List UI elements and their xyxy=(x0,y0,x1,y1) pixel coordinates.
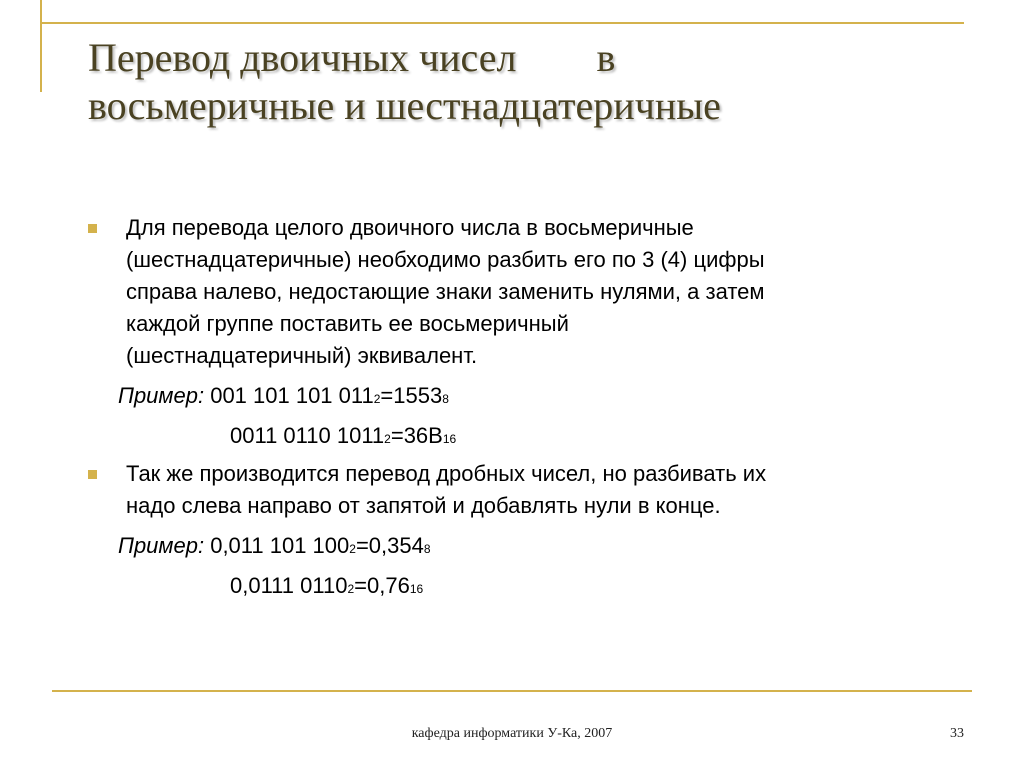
example-binary: 0,0111 0110 xyxy=(230,573,348,598)
example-binary-base: 2 xyxy=(349,542,356,556)
example-integer-octal xyxy=(118,380,449,415)
bullet-fraction-rule xyxy=(126,458,946,522)
title-line-1: Перевод двоичных чисел в xyxy=(88,35,616,80)
example-binary: 0,011 101 100 xyxy=(210,533,350,558)
bullet-integer-rule xyxy=(126,212,946,372)
example-result-base: 16 xyxy=(442,432,457,446)
bullet-2-line: надо слева направо от запятой и добавлять нули в конце. xyxy=(126,493,721,518)
example-binary: 001 101 101 011 xyxy=(210,383,374,408)
page-number: 33 xyxy=(950,726,964,741)
bullet-1-line: справа налево, недостающие знаки заменить нулями, а затем xyxy=(126,279,765,304)
bullet-square-icon xyxy=(88,470,97,479)
example-label: Пример: xyxy=(118,533,205,558)
bullet-1-line: (шестнадцатеричные) необходимо разбить его по 3 (4) цифры xyxy=(126,247,765,272)
example-fraction-hex xyxy=(230,570,423,605)
bottom-rule xyxy=(52,690,972,692)
example-result-base: 8 xyxy=(442,392,449,406)
example-binary-base: 2 xyxy=(384,432,391,446)
example-result: =1553 xyxy=(380,383,443,408)
example-result: =0,76 xyxy=(354,573,410,598)
example-result-base: 16 xyxy=(409,582,424,596)
bullet-1-line: Для перевода целого двоичного числа в восьмеричные xyxy=(126,215,694,240)
example-result: =36B xyxy=(390,423,443,448)
title-line-2: восьмеричные и шестнадцатеричные xyxy=(88,83,721,128)
example-binary: 0011 0110 1011 xyxy=(230,423,385,448)
example-result-base: 8 xyxy=(423,542,431,556)
bullet-2-line: Так же производится перевод дробных чисел, но разбивать их xyxy=(126,461,767,486)
example-binary-base: 2 xyxy=(373,392,381,406)
bullet-1-line: (шестнадцатеричный) эквивалент. xyxy=(126,343,478,368)
example-integer-hex xyxy=(230,420,456,455)
bullet-1-line: каждой группе поставить ее восьмеричный xyxy=(126,311,569,336)
example-result: =0,354 xyxy=(355,533,424,558)
example-label: Пример: xyxy=(118,383,205,408)
example-fraction-octal xyxy=(118,530,431,565)
bullet-square-icon xyxy=(88,224,97,233)
footer-caption: кафедра информатики У-Ка, 2007 xyxy=(411,726,613,741)
example-binary-base: 2 xyxy=(347,582,355,596)
